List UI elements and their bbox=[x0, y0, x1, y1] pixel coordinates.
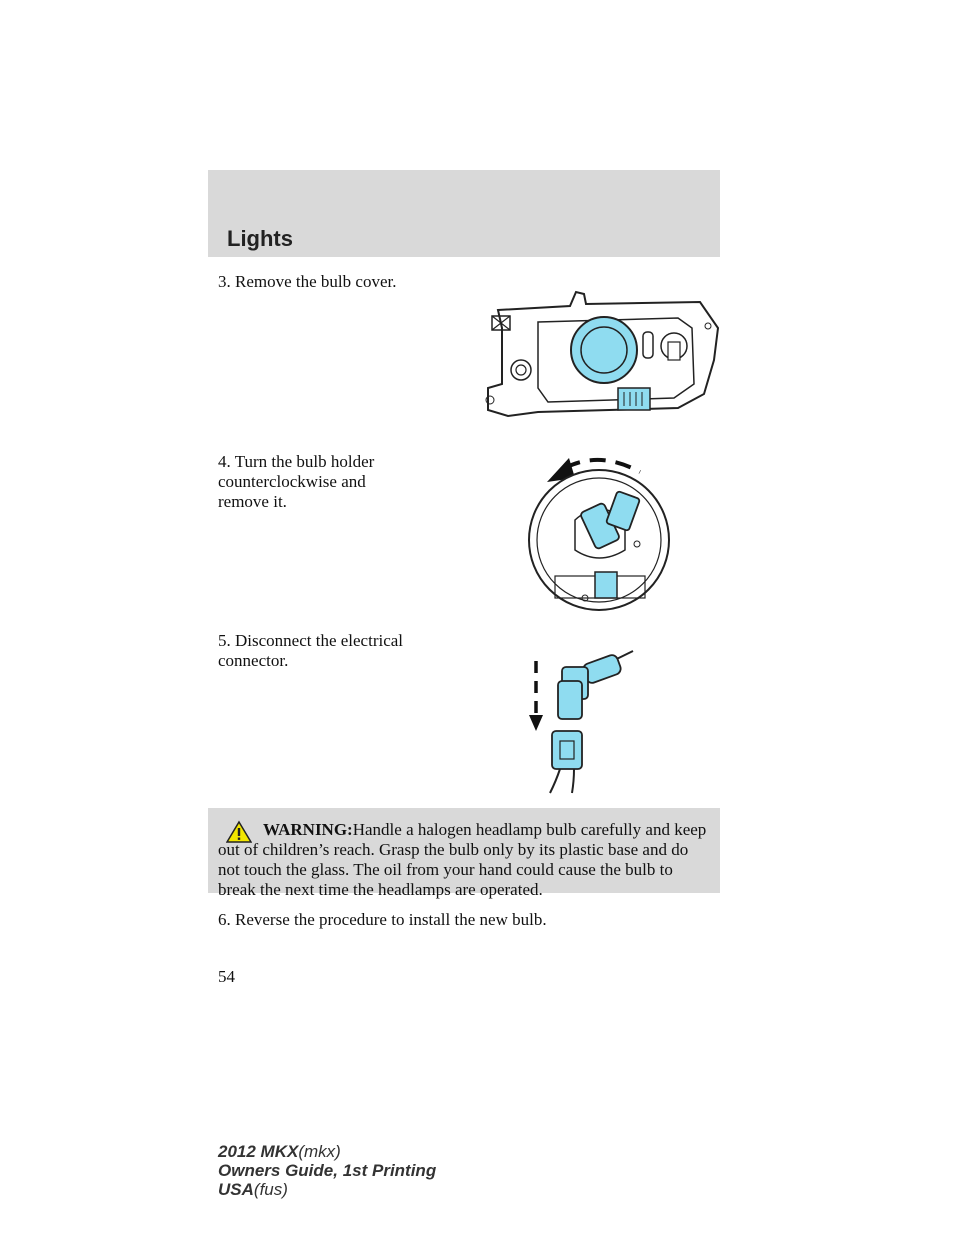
down-arrow-icon bbox=[529, 715, 543, 731]
page-number: 54 bbox=[218, 967, 235, 986]
footer-market: USA bbox=[218, 1180, 254, 1199]
warning-text bbox=[218, 820, 712, 900]
step-4 bbox=[218, 452, 408, 512]
footer-model: 2012 MKX bbox=[218, 1142, 299, 1161]
step-3-text: Remove the bulb cover. bbox=[235, 272, 397, 291]
footer bbox=[218, 1142, 436, 1199]
step-5-number: 5. bbox=[218, 631, 231, 650]
footer-line-2: Owners Guide, 1st Printing bbox=[218, 1161, 437, 1180]
step-5-text: Disconnect the electrical connector. bbox=[218, 631, 404, 670]
footer-line-3 bbox=[218, 1180, 436, 1199]
step-6-text: Reverse the procedure to install the new bulb. bbox=[235, 910, 547, 929]
step-4-text: Turn the bulb holder counterclockwise and remove it. bbox=[218, 452, 375, 511]
headlamp-assembly-illustration bbox=[478, 288, 724, 420]
section-title: Lights bbox=[227, 226, 293, 251]
warning-body: Handle a halogen headlamp bulb carefully and keep out of children’s reach. Grasp the bulb only by its plastic base and do not touch the glass. The oil from your hand could cause the bulb to break the next time the headlamps are operated. bbox=[218, 820, 707, 899]
step-3-number: 3. bbox=[218, 272, 231, 291]
step-5 bbox=[218, 631, 418, 671]
footer-model-code: (mkx) bbox=[298, 1142, 341, 1161]
step-6-number: 6. bbox=[218, 910, 231, 929]
footer-market-code: (fus) bbox=[253, 1180, 288, 1199]
step-4-number: 4. bbox=[218, 452, 231, 471]
step-3 bbox=[218, 272, 396, 292]
step-6 bbox=[218, 910, 547, 930]
bulb-holder-rotation-illustration bbox=[525, 446, 673, 616]
warning-label: WARNING: bbox=[263, 820, 353, 839]
electrical-connector-illustration bbox=[528, 645, 640, 795]
footer-line-1 bbox=[218, 1142, 436, 1161]
